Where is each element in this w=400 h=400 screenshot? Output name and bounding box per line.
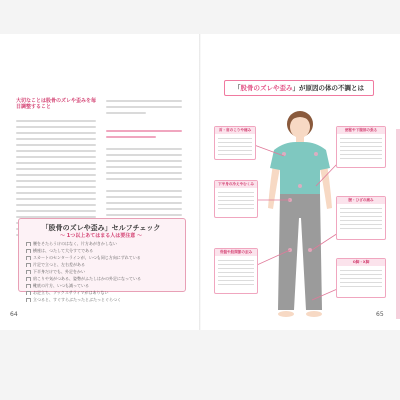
check-item[interactable]: お足立ち、ソックスサライマがはありない bbox=[26, 290, 176, 295]
checkbox-icon[interactable] bbox=[26, 263, 31, 268]
check-item[interactable]: 下半身だけでも、外足をかい bbox=[26, 269, 176, 274]
checkbox-icon[interactable] bbox=[26, 298, 31, 303]
check-item[interactable]: 片足で立つと、左右差がある bbox=[26, 262, 176, 267]
callout-o-x-legs: O脚・X脚 bbox=[336, 258, 386, 298]
page-number-right: 65 bbox=[376, 311, 384, 318]
callout-constipation: 便秘や下腹部の張る bbox=[336, 126, 386, 168]
checkbox-icon[interactable] bbox=[26, 277, 31, 282]
self-check-subtitle: ～ 1つ以上あてはまる人は要注意 ～ bbox=[60, 233, 142, 239]
callout-neck-shoulder: 首・肩のこりや痛み bbox=[214, 126, 256, 160]
check-item[interactable]: 腰をそたらうけのはなく、片方あがきかしない bbox=[26, 241, 176, 246]
callout-pelvis-distortion: 骨盤や股関節の歪み bbox=[214, 248, 258, 294]
right-page-title: 「股骨のズレや歪み」が原因の体の不調とは bbox=[224, 80, 374, 96]
checkbox-icon[interactable] bbox=[26, 291, 31, 296]
self-check-title: 「股骨のズレや歪み」セルフチェック bbox=[41, 224, 161, 232]
checkbox-icon[interactable] bbox=[26, 242, 31, 247]
check-item[interactable]: 靴底の片方、いつも減っている bbox=[26, 283, 176, 288]
page-number-left: 64 bbox=[10, 311, 18, 318]
checkbox-icon[interactable] bbox=[26, 270, 31, 275]
check-item[interactable]: 横座は、つたして大分すてである bbox=[26, 248, 176, 253]
check-item[interactable]: 肩こりや気がつある、姿勢がふたしはかの外足になっている bbox=[26, 276, 176, 281]
callout-lower-body-cold: 下半身の冷えやむくみ bbox=[214, 180, 258, 218]
check-item[interactable]: 立つると、すぐすらぶたったとぶたっとぐらつく bbox=[26, 297, 176, 302]
callout-back-knee-pain: 腰・ひざの痛み bbox=[336, 196, 386, 240]
left-lead-text: 大切なことは股骨のズレや歪みを毎日調整すること bbox=[16, 98, 97, 110]
left-page bbox=[0, 34, 199, 330]
checkbox-icon[interactable] bbox=[26, 249, 31, 254]
checkbox-icon[interactable] bbox=[26, 284, 31, 289]
check-item[interactable]: スカートのセンターラインが、いつも同じ方向にずれている bbox=[26, 255, 176, 260]
checkbox-icon[interactable] bbox=[26, 256, 31, 261]
